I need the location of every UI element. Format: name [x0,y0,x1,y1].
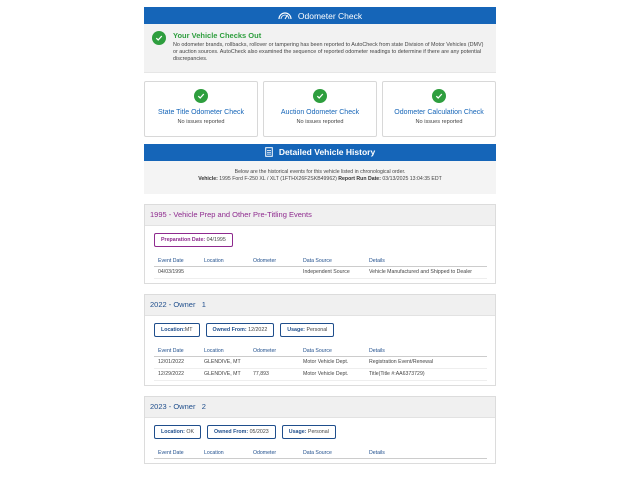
vehicle-checks-out-panel [144,24,496,73]
section-title: 1995 - Vehicle Prep and Other Pre-Titling Events [145,205,495,226]
report-container [144,7,496,464]
checks-out-description: No odometer brands, rollbacks, rollover or tampering has been reported to AutoCheck from state Division of Motor Vehicles (DMV) or auction sources. AutoCheck also examined the sequence of reported odometer readings to determine if there are any potential discrepancies. [173,42,484,63]
table-header: Event Date Location Odometer Data Source Details [154,346,487,357]
owned-from-chip: Owned From: 05/2023 [207,425,276,439]
card-status: No issues reported [177,118,225,125]
history-intro-text: Below are the historical events for this vehicle listed in chronological order. [234,168,406,175]
table-row: 12/29/2022 GLENDIVE, MT 77,893 Motor Vehicle Dept. Title(Title #:AA6373729) [154,369,487,381]
odometer-check-title: Odometer Check [297,10,363,21]
location-chip: Location: MT [154,323,200,337]
preparation-date-chip: Preparation Date: 04/1995 [154,233,233,247]
checks-out-title: Your Vehicle Checks Out [173,31,262,40]
table-header: Event Date Location Odometer Data Source Details [154,256,487,267]
document-icon [265,147,273,157]
speedometer-icon [278,11,292,20]
auction-odometer-card [263,81,377,137]
pre-titling-section [144,204,496,284]
vehicle-info-line: Vehicle: 1995 Ford F-250 XL / XLT (1FTHX26F2SKB49962) Report Run Date: 03/13/2025 13:04:35 EDT [198,176,442,183]
table-row: 04/03/1995 Independent Source Vehicle Manufactured and Shipped to Dealer [154,267,487,279]
card-status: No issues reported [296,118,344,125]
check-circle-icon [313,89,327,103]
detailed-history-header [144,144,496,161]
check-circle-icon [152,31,166,45]
table-row: 12/01/2022 GLENDIVE, MT Motor Vehicle Dept. Registration Event/Renewal [154,357,487,369]
odometer-check-header [144,7,496,24]
check-circle-icon [194,89,208,103]
history-table [154,448,487,459]
history-table [154,346,487,381]
usage-chip: Usage: Personal [282,425,336,439]
detailed-history-title: Detailed Vehicle History [278,147,376,158]
card-status: No issues reported [415,118,463,125]
history-table [154,256,487,279]
run-date-value: 03/13/2025 13:04:35 EDT [382,176,442,183]
card-title: Odometer Calculation Check [394,108,484,116]
section-title: 2023 - Owner 2 [145,397,495,418]
odometer-calculation-card [382,81,496,137]
section-title: 2022 - Owner 1 [145,295,495,316]
owned-from-chip: Owned From: 12/2022 [206,323,275,337]
location-chip: Location: OK [154,425,201,439]
owner-2-section [144,396,496,464]
usage-chip: Usage: Personal [280,323,334,337]
state-title-odometer-card [144,81,258,137]
check-circle-icon [432,89,446,103]
table-header: Event Date Location Odometer Data Source Details [154,448,487,459]
history-intro [144,161,496,194]
vehicle-value: 1995 Ford F-250 XL / XLT (1FTHX26F2SKB49962) [219,176,337,183]
card-title: State Title Odometer Check [158,108,244,116]
card-title: Auction Odometer Check [280,108,360,116]
odometer-check-cards [144,81,496,137]
owner-1-section [144,294,496,386]
